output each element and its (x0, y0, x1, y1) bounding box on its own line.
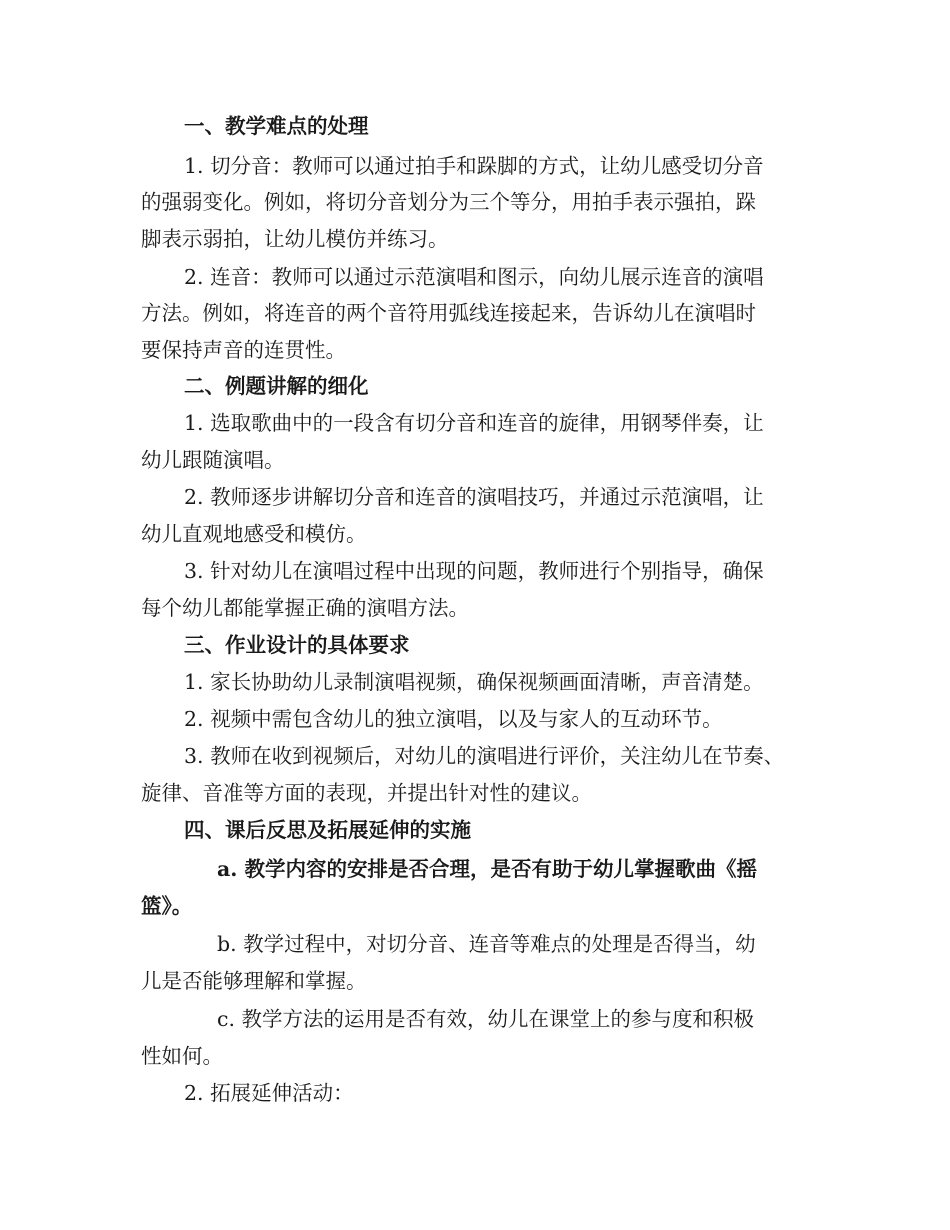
paragraph-line: 要保持声音的连贯性。 (141, 338, 346, 362)
paragraph-line: 儿是否能够理解和掌握。 (141, 969, 367, 993)
paragraph-line: 2. 教师逐步讲解切分音和连音的演唱技巧，并通过示范演唱，让 (184, 485, 764, 509)
paragraph-line: 幼儿直观地感受和模仿。 (141, 522, 367, 546)
heading-section-4: 四、课后反思及拓展延伸的实施 (184, 818, 471, 842)
paragraph-line: 性如何。 (141, 1044, 223, 1068)
heading-section-1: 一、教学难点的处理 (184, 114, 369, 138)
paragraph-line: 2. 拓展延伸活动： (184, 1081, 354, 1105)
paragraph-line: 1. 家长协助幼儿录制演唱视频，确保视频画面清晰，声音清楚。 (184, 670, 764, 694)
paragraph-line: c. 教学方法的运用是否有效，幼儿在课堂上的参与度和积极 (217, 1007, 755, 1031)
paragraph-line: 脚表示弱拍，让幼儿模仿并练习。 (141, 227, 449, 251)
paragraph-line: 3. 针对幼儿在演唱过程中出现的问题，教师进行个别指导，确保 (184, 559, 764, 583)
paragraph-line: 旋律、音准等方面的表现，并提出针对性的建议。 (141, 781, 592, 805)
paragraph-line-bold: 篮》。 (141, 894, 193, 918)
paragraph-line: 方法。例如，将连音的两个音符用弧线连接起来，告诉幼儿在演唱时 (141, 301, 756, 325)
paragraph-line: 2. 视频中需包含幼儿的独立演唱，以及与家人的互动环节。 (184, 707, 723, 731)
paragraph-line: 幼儿跟随演唱。 (141, 448, 285, 472)
paragraph-line: 3. 教师在收到视频后，对幼儿的演唱进行评价，关注幼儿在节奏、 (184, 744, 785, 768)
paragraph-line: b. 教学过程中，对切分音、连音等难点的处理是否得当，幼 (217, 932, 756, 956)
heading-section-2: 二、例题讲解的细化 (184, 374, 369, 398)
paragraph-line: 的强弱变化。例如，将切分音划分为三个等分，用拍手表示强拍，跺 (141, 190, 756, 214)
paragraph-line: 每个幼儿都能掌握正确的演唱方法。 (141, 596, 469, 620)
paragraph-line: 2. 连音：教师可以通过示范演唱和图示，向幼儿展示连音的演唱 (184, 265, 764, 289)
heading-section-3: 三、作业设计的具体要求 (184, 633, 410, 657)
paragraph-line: 1. 切分音：教师可以通过拍手和跺脚的方式，让幼儿感受切分音 (184, 154, 764, 178)
paragraph-line-bold: a. 教学内容的安排是否合理，是否有助于幼儿掌握歌曲《摇 (217, 857, 758, 881)
paragraph-line: 1. 选取歌曲中的一段含有切分音和连音的旋律，用钢琴伴奏，让 (184, 411, 764, 435)
